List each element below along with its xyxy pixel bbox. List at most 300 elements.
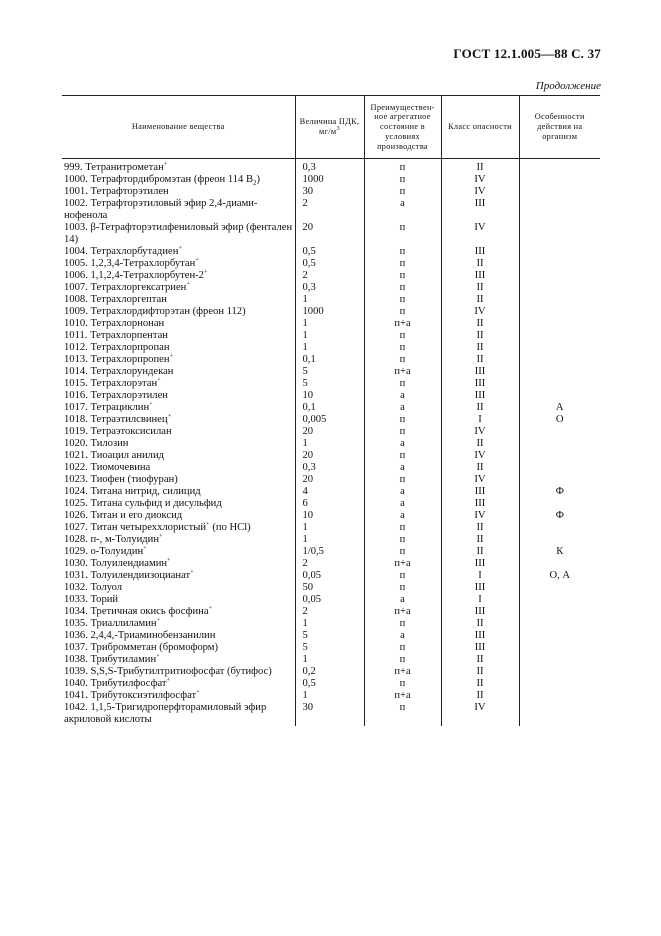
- pdk-cell: 0,3: [295, 159, 364, 175]
- substance-name: Тиоацил анилид: [90, 450, 165, 461]
- superscript-mark: +: [167, 556, 171, 564]
- pdk-cell: 20: [295, 450, 364, 462]
- substance-name: Толуол: [90, 582, 123, 593]
- superscript-mark: +: [166, 676, 171, 684]
- superscript-mark: +: [169, 352, 174, 360]
- substance-name: 1,1,2,4-Тетрахлорбутен-2: [90, 270, 204, 281]
- table-row: [62, 498, 600, 510]
- pdk-cell: 6: [295, 498, 364, 510]
- pdk-cell: 5: [295, 378, 364, 390]
- row-number: 1009.: [64, 306, 91, 317]
- state-cell: п: [364, 174, 441, 186]
- hazard-class-cell: II: [441, 522, 519, 534]
- row-number: 1029.: [64, 546, 91, 557]
- effect-cell: [519, 582, 600, 594]
- state-cell: а: [364, 438, 441, 450]
- substance-name-cell: [62, 678, 295, 690]
- table-row: [62, 486, 600, 498]
- effect-cell: [519, 498, 600, 510]
- row-number: 999.: [64, 162, 86, 173]
- substance-name: Тетрахлордифторэтан (фреон 112): [90, 306, 246, 317]
- pdk-cell: 0,5: [295, 258, 364, 270]
- superscript-mark: +: [159, 532, 163, 540]
- table-row: [62, 306, 600, 318]
- pdk-cell: 2: [295, 606, 364, 618]
- state-cell: п: [364, 522, 441, 534]
- substance-name: о-Толуидин: [90, 546, 144, 557]
- hazard-class-cell: II: [441, 258, 519, 270]
- hazard-class-cell: II: [441, 330, 519, 342]
- row-number: 1004.: [64, 246, 91, 257]
- effect-cell: О: [519, 414, 600, 426]
- pdk-cell: 2: [295, 558, 364, 570]
- substance-name-cell: [62, 414, 295, 426]
- row-number: 1008.: [64, 294, 91, 305]
- pdk-cell: 4: [295, 486, 364, 498]
- pdk-cell: 1: [295, 342, 364, 354]
- substance-name-cell: [62, 306, 295, 318]
- state-cell: п: [364, 702, 441, 726]
- effect-cell: [519, 450, 600, 462]
- pdk-cell: 50: [295, 582, 364, 594]
- hazard-class-cell: IV: [441, 222, 519, 246]
- state-cell: п: [364, 354, 441, 366]
- substance-name-cell: [62, 510, 295, 522]
- table-row: [62, 654, 600, 666]
- superscript-mark: +: [206, 520, 210, 528]
- row-number: 1033.: [64, 594, 91, 605]
- table-row: [62, 642, 600, 654]
- pdk-cell: 5: [295, 630, 364, 642]
- substance-name: Трибутоксиэтилфосфат: [90, 690, 197, 701]
- substance-name-cell: [62, 630, 295, 642]
- hazard-class-cell: IV: [441, 186, 519, 198]
- effect-cell: [519, 366, 600, 378]
- state-cell: а: [364, 594, 441, 606]
- row-number: 1017.: [64, 402, 91, 413]
- pdk-cell: 1: [295, 522, 364, 534]
- substance-name-cell: [62, 534, 295, 546]
- effect-cell: [519, 390, 600, 402]
- pdk-cell: 1000: [295, 174, 364, 186]
- substance-name-suffix: (по HCl): [209, 522, 251, 533]
- state-cell: п: [364, 642, 441, 654]
- state-cell: а: [364, 510, 441, 522]
- superscript-mark: +: [208, 604, 213, 612]
- pdk-cell: 20: [295, 474, 364, 486]
- pdk-cell: 0,05: [295, 594, 364, 606]
- superscript-mark: +: [157, 376, 161, 384]
- table-row: [62, 318, 600, 330]
- effect-cell: [519, 702, 600, 726]
- substance-name-cell: [62, 159, 295, 175]
- effect-cell: [519, 294, 600, 306]
- substance-name-cell: [62, 486, 295, 498]
- hazard-class-cell: III: [441, 366, 519, 378]
- effect-cell: [519, 606, 600, 618]
- table-row: [62, 678, 600, 690]
- hazard-class-cell: II: [441, 342, 519, 354]
- hazard-class-cell: I: [441, 570, 519, 582]
- row-number: 1022.: [64, 462, 91, 473]
- row-number: 1023.: [64, 474, 91, 485]
- state-cell: п+а: [364, 558, 441, 570]
- substance-name-cell: [62, 330, 295, 342]
- table-row: [62, 378, 600, 390]
- state-cell: п: [364, 678, 441, 690]
- effect-cell: Ф: [519, 486, 600, 498]
- state-cell: п: [364, 222, 441, 246]
- row-number: 1012.: [64, 342, 91, 353]
- column-header-effect: Особенности действия на организм: [519, 96, 600, 159]
- hazard-class-cell: II: [441, 546, 519, 558]
- state-cell: п: [364, 654, 441, 666]
- pdk-cell: 20: [295, 426, 364, 438]
- pdk-cell: 0,1: [295, 354, 364, 366]
- row-number: 1014.: [64, 366, 91, 377]
- row-number: 1006.: [64, 270, 91, 281]
- table-row: [62, 546, 600, 558]
- row-number: 1031.: [64, 570, 91, 581]
- row-number: 1027.: [64, 522, 91, 533]
- hazard-class-cell: II: [441, 294, 519, 306]
- table-header: [62, 96, 600, 159]
- state-cell: п: [364, 426, 441, 438]
- hazard-class-cell: III: [441, 270, 519, 282]
- row-number: 1010.: [64, 318, 91, 329]
- row-number: 1013.: [64, 354, 91, 365]
- hazard-class-cell: III: [441, 246, 519, 258]
- effect-cell: [519, 426, 600, 438]
- pdk-cell: 1000: [295, 306, 364, 318]
- table-row: [62, 570, 600, 582]
- hazard-class-cell: II: [441, 402, 519, 414]
- hazard-class-cell: II: [441, 318, 519, 330]
- hazard-class-cell: II: [441, 666, 519, 678]
- substance-name-cell: [62, 498, 295, 510]
- hazard-class-cell: III: [441, 486, 519, 498]
- state-cell: п+а: [364, 606, 441, 618]
- substances-table: [62, 95, 600, 726]
- table-row: [62, 594, 600, 606]
- substance-name: п-, м-Толуидин: [90, 534, 160, 545]
- effect-cell: [519, 378, 600, 390]
- effect-cell: Ф: [519, 510, 600, 522]
- state-cell: п: [364, 159, 441, 175]
- hazard-class-cell: III: [441, 390, 519, 402]
- effect-cell: К: [519, 546, 600, 558]
- substance-name: Триаллиламин: [90, 618, 157, 629]
- table-row: [62, 330, 600, 342]
- pdk-cell: 1: [295, 330, 364, 342]
- hazard-class-cell: III: [441, 498, 519, 510]
- table-row: [62, 159, 600, 175]
- substance-name: 2,4,4,-Триаминобензанилин: [90, 630, 216, 641]
- hazard-class-cell: II: [441, 678, 519, 690]
- state-cell: а: [364, 630, 441, 642]
- pdk-cell: 1: [295, 618, 364, 630]
- hazard-class-cell: II: [441, 282, 519, 294]
- effect-cell: [519, 678, 600, 690]
- substance-name-cell: [62, 606, 295, 618]
- table-body: [62, 159, 600, 727]
- substance-name: Тетрахлорэтан: [90, 378, 158, 389]
- column-header-name: Наименование вещества: [62, 96, 295, 159]
- table-row: [62, 174, 600, 186]
- substance-name: Тетрахлоргексатриен: [90, 282, 187, 293]
- effect-cell: [519, 558, 600, 570]
- row-number: 1034.: [64, 606, 91, 617]
- table-row: [62, 618, 600, 630]
- hazard-class-cell: IV: [441, 702, 519, 726]
- pdk-cell: 30: [295, 186, 364, 198]
- substance-name: Тиомочевина: [90, 462, 151, 473]
- table-row: [62, 198, 600, 222]
- pdk-cell: 20: [295, 222, 364, 246]
- substance-name-cell: [62, 390, 295, 402]
- substance-name-cell: [62, 522, 295, 534]
- row-number: 1005.: [64, 258, 91, 269]
- row-number: 1007.: [64, 282, 91, 293]
- substance-name-cell: [62, 654, 295, 666]
- substance-name: S,S,S-Трибутилтритиофосфат (бутифос): [90, 666, 272, 677]
- substance-name: Трибромметан (бромоформ): [90, 642, 219, 653]
- state-cell: а: [364, 486, 441, 498]
- row-number: 1030.: [64, 558, 91, 569]
- column-header-hazard-class: Класс опасности: [441, 96, 519, 159]
- pdk-cell: 1: [295, 438, 364, 450]
- pdk-cell: 1: [295, 690, 364, 702]
- effect-cell: А: [519, 402, 600, 414]
- superscript-mark: +: [186, 280, 191, 288]
- hazard-class-cell: III: [441, 558, 519, 570]
- state-cell: п: [364, 258, 441, 270]
- pdk-cell: 2: [295, 198, 364, 222]
- table-row: [62, 258, 600, 270]
- hazard-class-cell: I: [441, 414, 519, 426]
- substance-name: Тетраэтилсвинец: [90, 414, 168, 425]
- substance-name-cell: [62, 570, 295, 582]
- effect-cell: [519, 438, 600, 450]
- substance-name: Тетрахлорпентан: [90, 330, 168, 341]
- row-number: 1000.: [64, 174, 91, 185]
- hazard-class-cell: IV: [441, 450, 519, 462]
- state-cell: п: [364, 246, 441, 258]
- substance-name-cell: [62, 702, 295, 726]
- row-number: 1026.: [64, 510, 91, 521]
- effect-cell: [519, 690, 600, 702]
- substance-name-cell: [62, 594, 295, 606]
- pdk-cell: 0,5: [295, 246, 364, 258]
- substance-name-suffix: ): [256, 174, 261, 185]
- column-header-state: Преимущественное агрегатное состояние в условиях производства: [364, 96, 441, 159]
- substance-name: 1,2,3,4-Тетрахлорбутан: [90, 258, 196, 269]
- state-cell: п: [364, 294, 441, 306]
- effect-cell: [519, 630, 600, 642]
- substance-name: Тетрахлорбутадиен: [90, 246, 179, 257]
- row-number: 1025.: [64, 498, 91, 509]
- substance-name-cell: [62, 258, 295, 270]
- substance-name: Титан и его диоксид: [90, 510, 183, 521]
- pdk-cell: 2: [295, 270, 364, 282]
- pdk-cell: 1: [295, 654, 364, 666]
- hazard-class-cell: IV: [441, 426, 519, 438]
- substance-name: Тетрахлорпропен: [90, 354, 170, 365]
- row-number: 1042.: [64, 702, 91, 713]
- effect-cell: [519, 174, 600, 186]
- effect-cell: [519, 534, 600, 546]
- substance-name: Тетрахлорнонан: [90, 318, 165, 329]
- substance-name-cell: [62, 666, 295, 678]
- table-row: [62, 438, 600, 450]
- hazard-class-cell: II: [441, 159, 519, 175]
- row-number: 1036.: [64, 630, 91, 641]
- substance-name-cell: [62, 546, 295, 558]
- state-cell: п: [364, 474, 441, 486]
- table-row: [62, 666, 600, 678]
- state-cell: п: [364, 306, 441, 318]
- row-number: 1021.: [64, 450, 91, 461]
- state-cell: п+а: [364, 318, 441, 330]
- substance-name: Тилозин: [90, 438, 129, 449]
- hazard-class-cell: II: [441, 534, 519, 546]
- pdk-cell: 0,3: [295, 282, 364, 294]
- superscript-mark: +: [167, 412, 172, 420]
- state-cell: а: [364, 498, 441, 510]
- state-cell: п: [364, 546, 441, 558]
- substance-name-cell: [62, 282, 295, 294]
- row-number: 1018.: [64, 414, 91, 425]
- substance-name-cell: [62, 318, 295, 330]
- hazard-class-cell: III: [441, 642, 519, 654]
- substance-name: Толуилендиизоцианат: [90, 570, 191, 581]
- substance-name-cell: [62, 558, 295, 570]
- effect-cell: [519, 246, 600, 258]
- table-row: [62, 630, 600, 642]
- effect-cell: [519, 642, 600, 654]
- table-row: [62, 606, 600, 618]
- substance-name-cell: [62, 186, 295, 198]
- row-number: 1041.: [64, 690, 91, 701]
- substance-name-cell: [62, 450, 295, 462]
- substance-name-cell: [62, 474, 295, 486]
- effect-cell: [519, 462, 600, 474]
- table-row: [62, 354, 600, 366]
- substance-name: Тетрахлоргептан: [90, 294, 167, 305]
- substance-name: Тиофен (тиофуран): [90, 474, 178, 485]
- effect-cell: [519, 594, 600, 606]
- substance-name-cell: [62, 642, 295, 654]
- row-number: 1028.: [64, 534, 91, 545]
- row-number: 1015.: [64, 378, 91, 389]
- substance-name-cell: [62, 438, 295, 450]
- pdk-cell: 0,3: [295, 462, 364, 474]
- effect-cell: [519, 270, 600, 282]
- substance-name: Трибутилфосфат: [90, 678, 167, 689]
- pdk-cell: 10: [295, 510, 364, 522]
- table-row: [62, 414, 600, 426]
- column-header-pdk: Величина ПДК, $мг/м^3$: [295, 96, 364, 159]
- pdk-cell: 0,005: [295, 414, 364, 426]
- substance-name-cell: [62, 618, 295, 630]
- hazard-class-cell: IV: [441, 510, 519, 522]
- row-number: 1038.: [64, 654, 91, 665]
- effect-cell: [519, 666, 600, 678]
- substance-name-cell: [62, 354, 295, 366]
- row-number: 1020.: [64, 438, 91, 449]
- pdk-cell: 0,1: [295, 402, 364, 414]
- effect-cell: [519, 342, 600, 354]
- substance-name-cell: [62, 294, 295, 306]
- substance-name-cell: [62, 402, 295, 414]
- superscript-mark: +: [190, 568, 194, 576]
- hazard-class-cell: II: [441, 462, 519, 474]
- effect-cell: [519, 354, 600, 366]
- substance-name-cell: [62, 378, 295, 390]
- row-number: 1016.: [64, 390, 91, 401]
- substance-name: Титан четыреххлористый: [90, 522, 207, 533]
- state-cell: п: [364, 414, 441, 426]
- substance-name: Тетрахлорпропан: [90, 342, 170, 353]
- substance-name-cell: [62, 426, 295, 438]
- page-header-title: ГОСТ 12.1.005—88 С. 37: [453, 46, 601, 61]
- substance-name: Тетрафтордибромэтан (фреон 114 B: [90, 174, 254, 185]
- substance-name-cell: [62, 174, 295, 186]
- row-number: 1035.: [64, 618, 91, 629]
- row-number: 1032.: [64, 582, 91, 593]
- state-cell: п: [364, 342, 441, 354]
- hazard-class-cell: II: [441, 618, 519, 630]
- state-cell: а: [364, 390, 441, 402]
- hazard-class-cell: III: [441, 606, 519, 618]
- substance-name: Тетрациклин: [90, 402, 150, 413]
- substance-name-cell: [62, 246, 295, 258]
- substance-name: Тетрахлорэтилен: [90, 390, 168, 401]
- table-row: [62, 582, 600, 594]
- effect-cell: [519, 318, 600, 330]
- substance-name: Титана нитрид, силицид: [90, 486, 201, 497]
- table-row: [62, 462, 600, 474]
- substance-name-cell: [62, 222, 295, 246]
- table-row: [62, 558, 600, 570]
- substance-name-cell: [62, 342, 295, 354]
- state-cell: п: [364, 582, 441, 594]
- effect-cell: [519, 522, 600, 534]
- table-row: [62, 186, 600, 198]
- effect-cell: [519, 474, 600, 486]
- table-row: [62, 270, 600, 282]
- superscript-mark: +: [195, 256, 199, 264]
- substance-name-cell: [62, 690, 295, 702]
- state-cell: п+а: [364, 666, 441, 678]
- hazard-class-cell: III: [441, 630, 519, 642]
- substance-name-cell: [62, 582, 295, 594]
- table-row: [62, 510, 600, 522]
- row-number: 1024.: [64, 486, 91, 497]
- table-row: [62, 474, 600, 486]
- substance-name-cell: [62, 462, 295, 474]
- table-row: [62, 294, 600, 306]
- state-cell: а: [364, 462, 441, 474]
- superscript-mark: +: [149, 400, 153, 408]
- state-cell: п: [364, 570, 441, 582]
- substance-name: 1,1,5-Тригидроперфторамиловый эфир акриловой кислоты: [64, 702, 267, 725]
- table-row: [62, 342, 600, 354]
- substance-name: Торий: [90, 594, 119, 605]
- state-cell: п: [364, 330, 441, 342]
- row-number: 1037.: [64, 642, 91, 653]
- substance-name: Тетраэтоксисилан: [90, 426, 172, 437]
